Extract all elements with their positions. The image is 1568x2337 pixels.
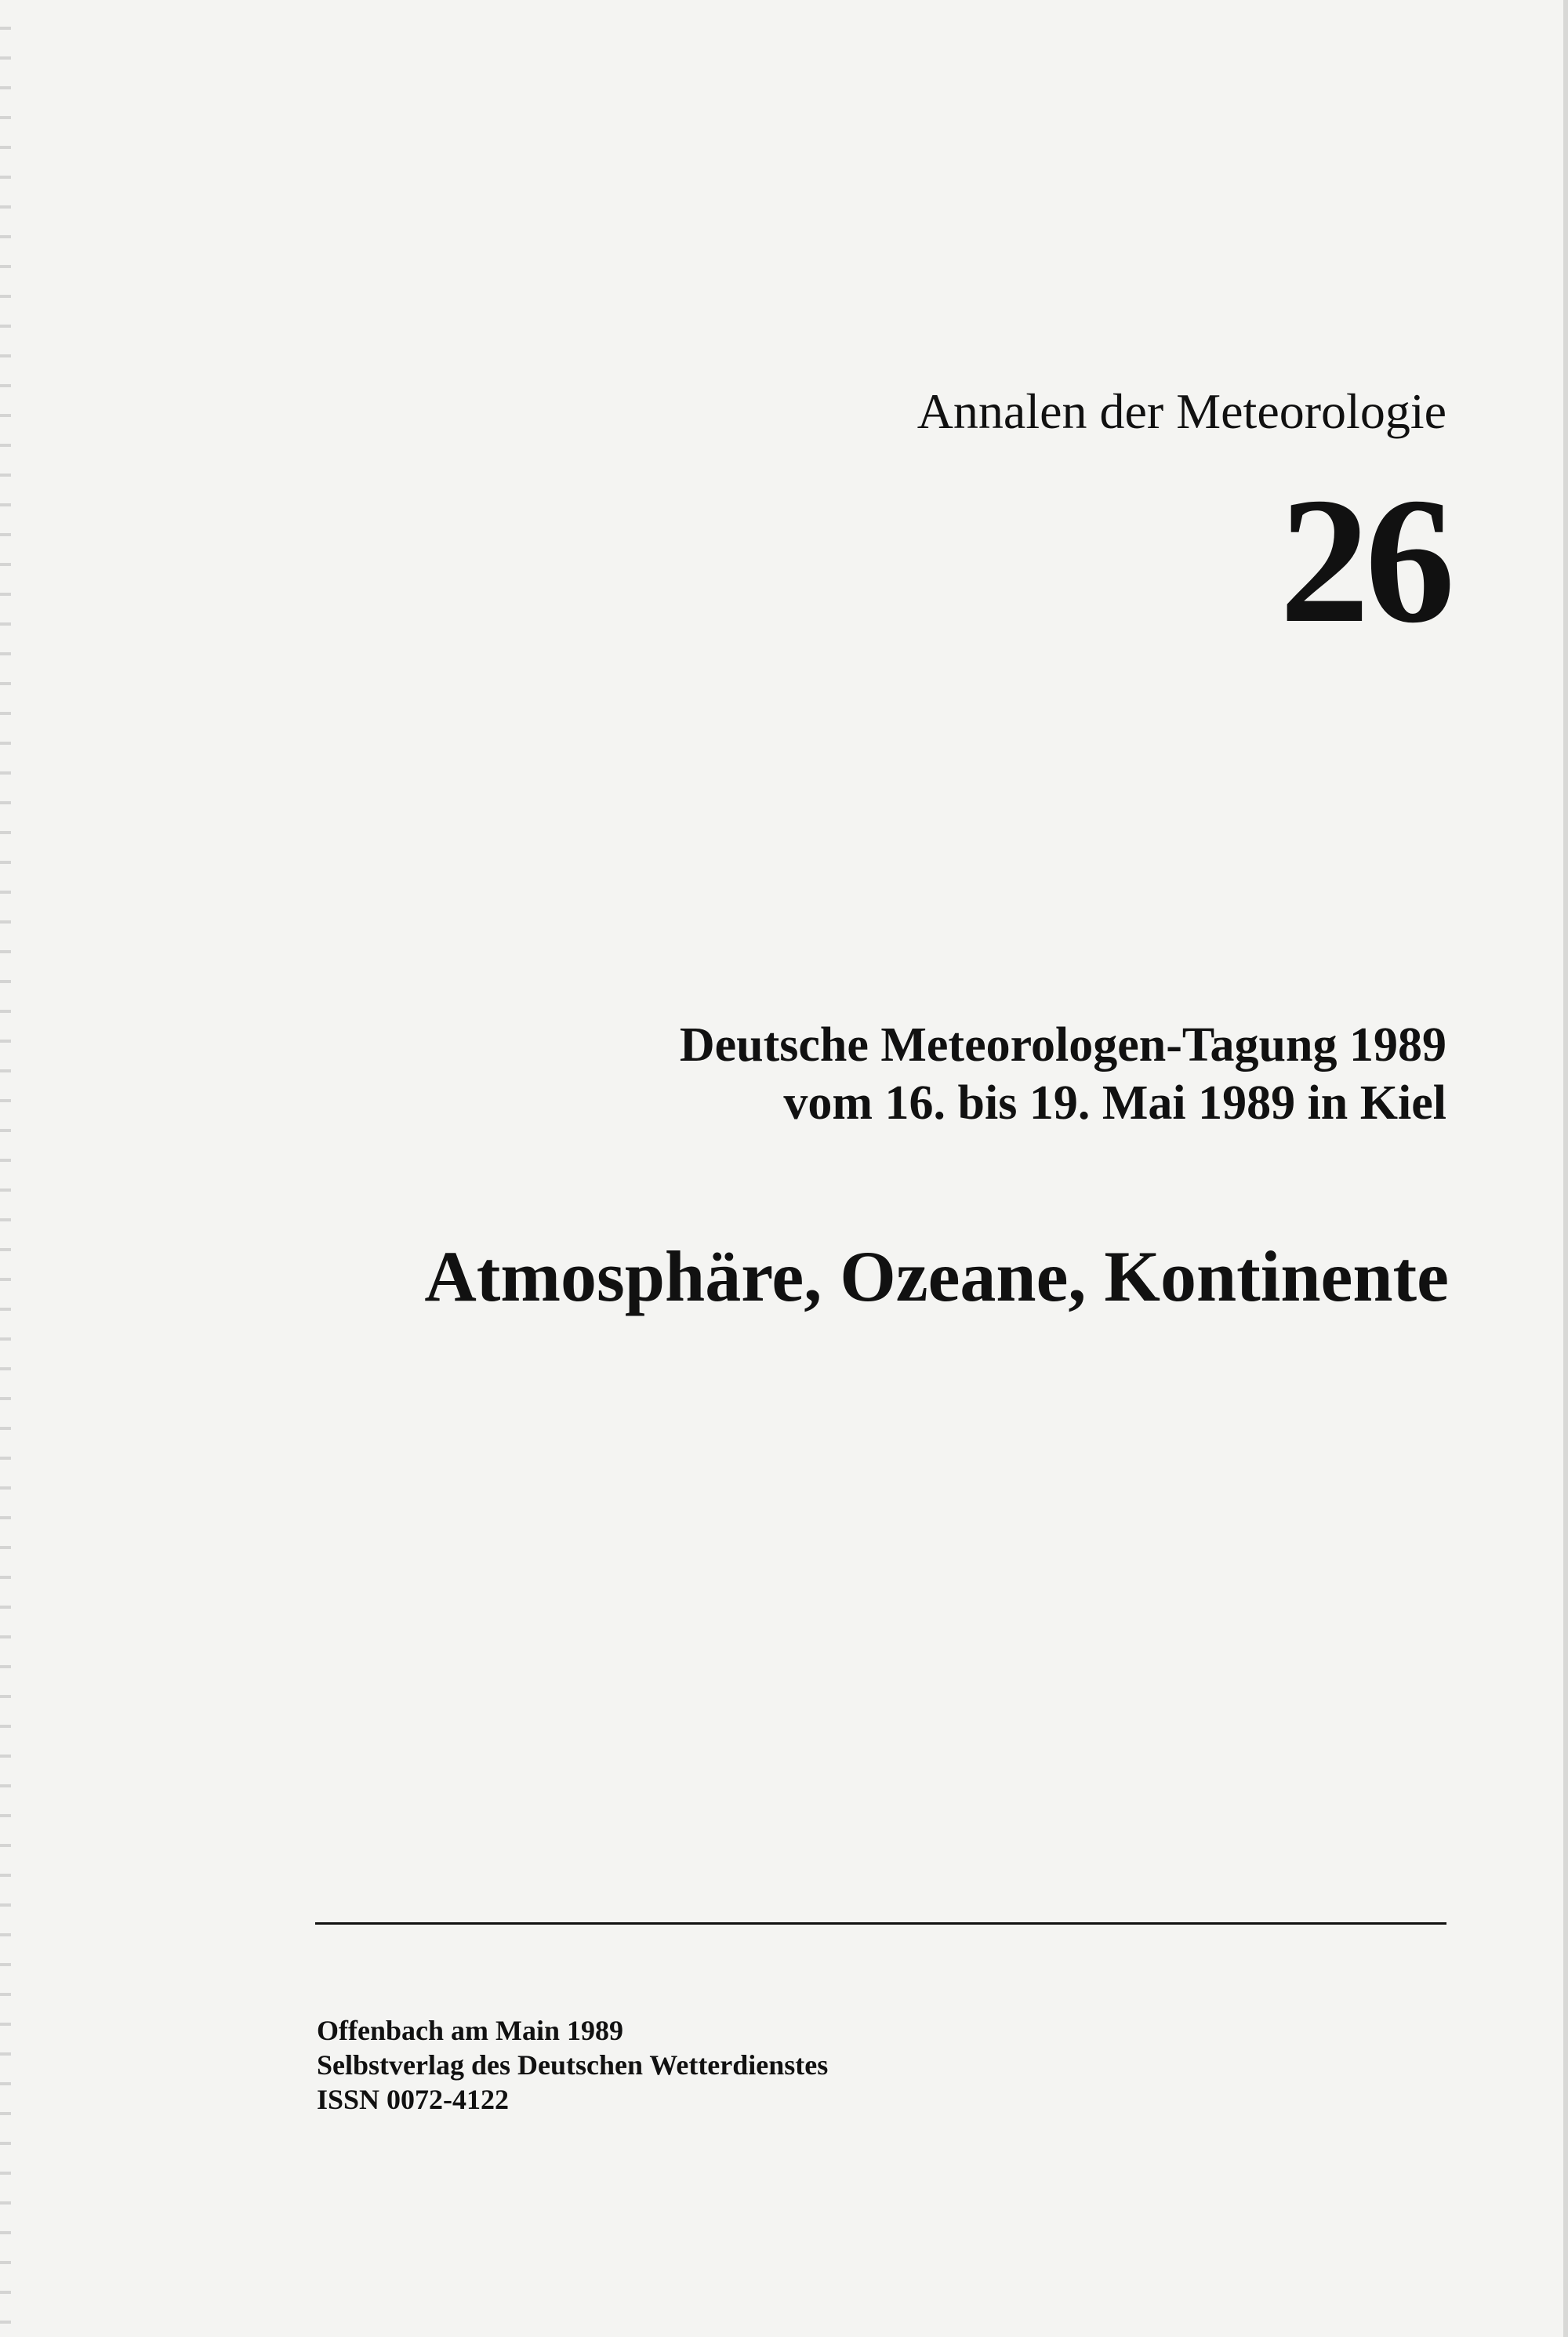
conference-dates: vom 16. bis 19. Mai 1989 in Kiel <box>783 1076 1446 1130</box>
spine-edge <box>0 0 11 2337</box>
imprint-publisher: Selbstverlag des Deutschen Wetterdienstes <box>317 2049 829 2081</box>
page-edge <box>1563 0 1568 2337</box>
series-title: Annalen der Meteorologie <box>916 383 1446 439</box>
imprint-issn: ISSN 0072-4122 <box>317 2084 510 2115</box>
imprint <box>317 2013 828 2117</box>
imprint-place-year: Offenbach am Main 1989 <box>317 2015 623 2046</box>
conference-info <box>680 1016 1446 1132</box>
main-title: Atmosphäre, Ozeane, Kontinente <box>424 1236 1449 1316</box>
conference-name: Deutsche Meteorologen-Tagung 1989 <box>679 1018 1446 1072</box>
divider-line <box>315 1922 1446 1925</box>
volume-number: 26 <box>1279 460 1450 660</box>
